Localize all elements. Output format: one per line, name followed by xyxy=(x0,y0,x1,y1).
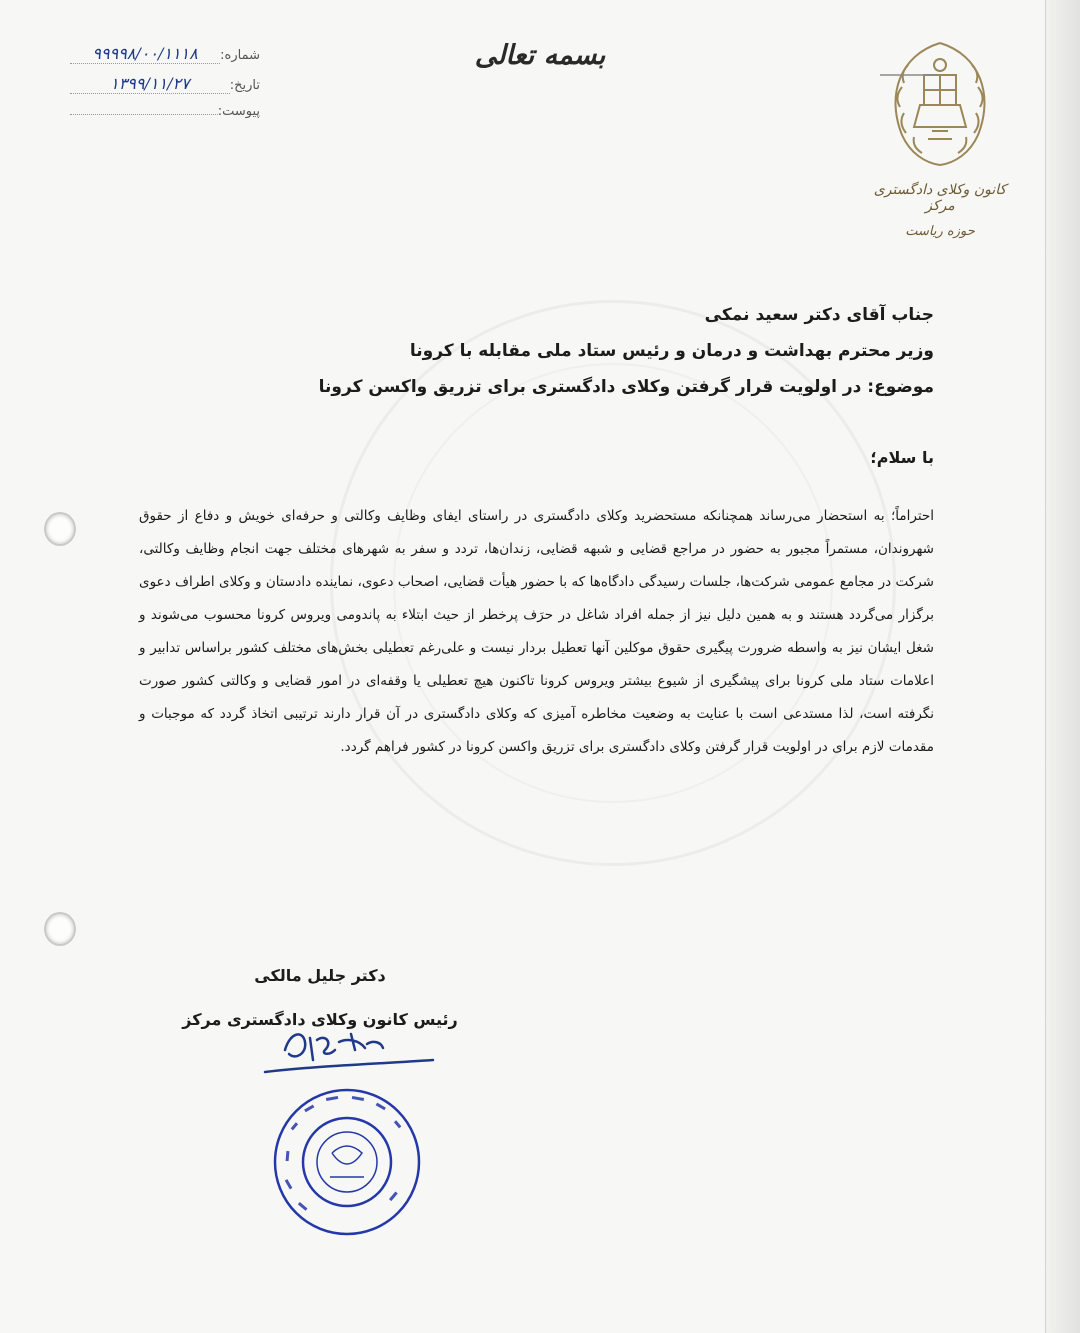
letter-attachment-row xyxy=(70,104,260,134)
letter-subject: موضوع: در اولویت قرار گرفتن وکلای دادگستری برای تزریق واکسن کرونا xyxy=(318,377,934,397)
letter-attachment-value xyxy=(70,114,218,115)
addressee-block xyxy=(284,297,934,405)
signatory-name: دکتر جلیل مالکی xyxy=(254,966,386,985)
bar-association-emblem-icon xyxy=(880,35,1000,170)
invocation: بسمه تعالی xyxy=(474,40,606,71)
letter-date-label: تاریخ: xyxy=(229,78,260,93)
letter-number-label: شماره: xyxy=(220,48,260,63)
letter-attachment-label: پیوست: xyxy=(217,104,260,119)
punch-hole-top xyxy=(44,512,76,546)
addressee-title: وزیر محترم بهداشت و درمان و رئیس ستاد ملی مقابله با کرونا xyxy=(409,341,934,361)
letter-date-row xyxy=(70,74,260,104)
letter-number-value: ۹۹۹۹۸/۰۰/۱۱۱۸ xyxy=(70,44,220,64)
addressee-name: جناب آقای دکتر سعید نمکی xyxy=(704,305,934,325)
greeting: با سلام؛ xyxy=(870,448,934,467)
signatory-title: رئیس کانون وکلای دادگستری مرکز xyxy=(182,1010,458,1029)
letter-date-value: ۱۳۹۹/۱۱/۲۷ xyxy=(70,74,230,94)
emblem-caption xyxy=(860,182,1020,239)
letter-number-row xyxy=(70,44,260,74)
letter-body: احتراماً؛ به استحضار می‌رساند همچنانکه مستحضرید وکلای دادگستری در راستای ایفای وظایف وکالتی و حرفه‌ای خویش و دفاع از حقوق شهروندان، مستمراً مجبور به حضور در مراجع قضایی و شبهه قضایی، زندان‌ها، تردد و سفر به شهرهای مختلف جهت انجام وظایف وکالتی، شرکت در مجامع عمومی شرکت‌ها، جلسات رسیدگی دادگاه‌ها که با حضور هیأت قضایی، اصحاب دعوی، نماینده دادستان و وکلای اطراف دعوی برگزار می‌گردد هستند و به همین دلیل نیز از جمله افراد شاغل در حرَف پرخطر از حیث ابتلاء به پاندومی ویروس کرونا محسوب می‌شوند و شغل ایشان نیز به واسطه ضرورت پیگیری حقوق موکلین آنها تعطیل بردار نیست و علی‌رغم تعطیلی بخش‌های مختلف کشور براساس تدابیر و اعلامات ستاد ملی کرونا برای پیشگیری از شیوع بیشتر ویروس کرونا تاکنون هیچ تعطیلی یا وقفه‌ای در امور قضایی و وکالتی کشور صورت نگرفته است، لذا مستدعی است با عنایت به وضعیت مخاطره آمیزی که وکلای دادگستری در آن قرار دارند ترتیبی اتخاذ گردد که موجبات و مقدمات لازم برای در اولویت قرار گرفتن وکلای دادگستری برای تزریق واکسن کرونا در کشور فراهم گردد. xyxy=(139,508,934,755)
paper-edge xyxy=(1045,0,1080,1333)
official-stamp-icon xyxy=(270,1085,425,1240)
handwritten-signature-icon xyxy=(255,1020,445,1080)
emblem-organization-name: کانون وکلای دادگستری مرکز xyxy=(873,182,1007,214)
punch-hole-bottom xyxy=(44,912,76,946)
emblem-office-name: حوزه ریاست xyxy=(905,224,975,239)
letter-meta xyxy=(70,44,260,134)
